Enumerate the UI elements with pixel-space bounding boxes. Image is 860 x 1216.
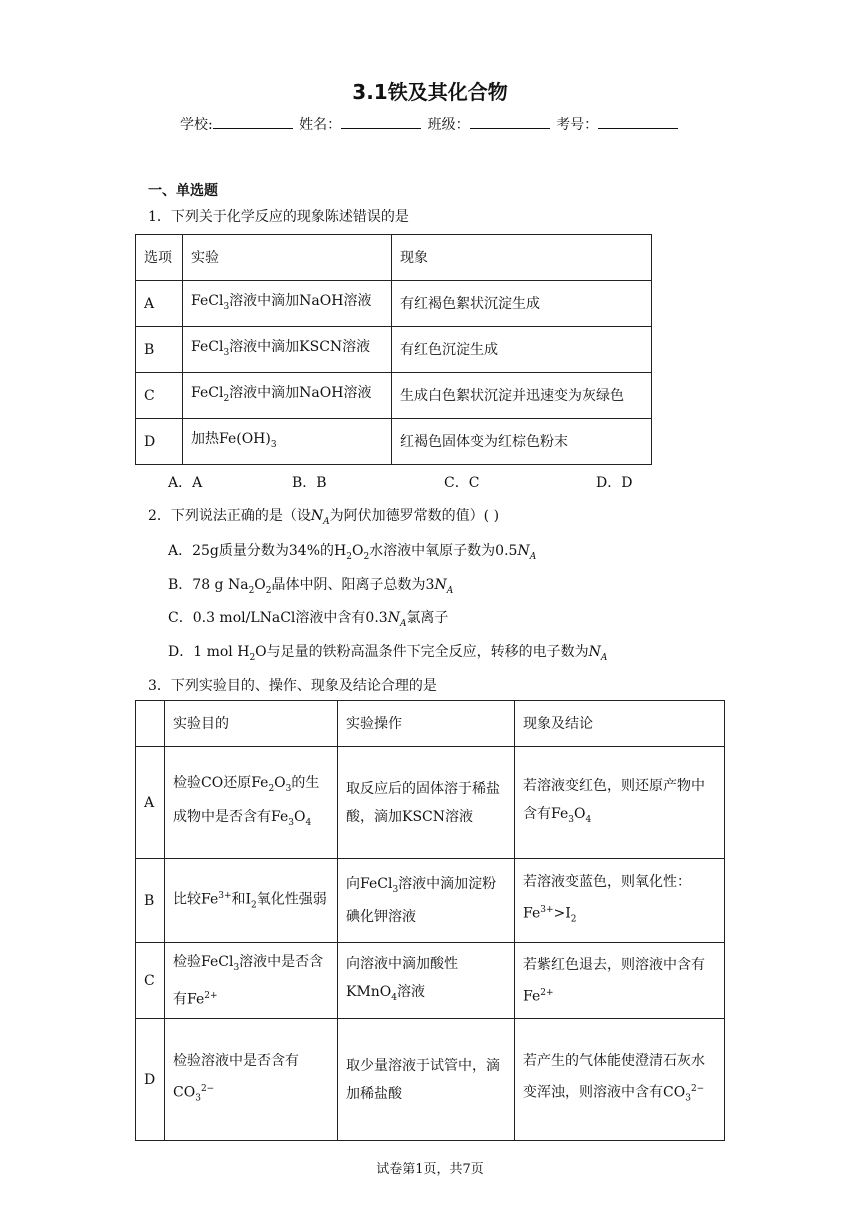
question-3-table	[135, 700, 725, 1141]
school-label: 学校:	[180, 117, 213, 133]
q2-option-b[interactable]: B．78 g $Na_2O_2$晶体中阴、阳离子总数为$3N_A$	[168, 577, 454, 596]
exam-number-label: 考号：	[556, 117, 599, 133]
result-cell: 若溶液变蓝色，则氧化性：$Fe^{3+}>I_2$	[515, 859, 725, 943]
operation-cell: 取少量溶液于试管中，滴加稀盐酸	[338, 1019, 515, 1141]
question-3-stem: 3．下列实验目的、操作、现象及结论合理的是	[148, 678, 437, 694]
name-label: 姓名：	[299, 117, 342, 133]
document-title: 3.1铁及其化合物	[352, 80, 508, 104]
table-row	[136, 747, 725, 859]
question-1-stem: 1．下列关于化学反应的现象陈述错误的是	[148, 209, 409, 225]
table-header-cell: 选项	[136, 235, 183, 281]
experiment-cell: 加热$Fe(OH)_3$	[183, 419, 392, 465]
question-1-table	[135, 234, 652, 465]
table-row	[136, 281, 652, 327]
table-header-cell: 实验	[183, 235, 392, 281]
experiment-cell: FeCl$_2$溶液中滴加NaOH溶液	[183, 373, 392, 419]
experiment-cell: FeCl$_3$溶液中滴加KSCN溶液	[183, 327, 392, 373]
result-cell: 若溶液变红色，则还原产物中含有$Fe_3O_4$	[515, 747, 725, 859]
table-row	[136, 1019, 725, 1141]
section-title: 一、单选题	[148, 183, 218, 199]
school-blank	[213, 114, 293, 129]
q2-option-c[interactable]: C．0.3 mol/LNaCl溶液中含有$0.3N_A$氯离子	[168, 610, 449, 629]
exam-number-blank	[598, 114, 678, 129]
operation-cell: 向溶液中滴加酸性KMnO$_4$溶液	[338, 943, 515, 1019]
purpose-cell: 比较$Fe^{3+}$和$I_2$氧化性强弱	[165, 859, 338, 943]
option-cell: A	[136, 281, 183, 327]
phenomenon-cell: 有红褐色絮状沉淀生成	[392, 281, 652, 327]
table-row	[136, 943, 725, 1019]
class-label: 班级：	[427, 117, 470, 133]
option-cell: B	[136, 859, 165, 943]
q2-option-a[interactable]: A．25g质量分数为34%的$H_2O_2$水溶液中氧原子数为$0.5N_A$	[168, 543, 537, 562]
phenomenon-cell: 红褐色固体变为红棕色粉末	[392, 419, 652, 465]
operation-cell: 向FeCl$_3$溶液中滴加淀粉碘化钾溶液	[338, 859, 515, 943]
table-row	[136, 859, 725, 943]
class-blank	[470, 114, 550, 129]
choice-d[interactable]: D．D	[596, 475, 633, 491]
question-2-stem: 2．下列说法正确的是（设$N_A$为阿伏加德罗常数的值）( )	[148, 508, 500, 527]
choice-b[interactable]: B．B	[292, 475, 327, 491]
table-row	[136, 373, 652, 419]
table-row	[136, 327, 652, 373]
table-row	[136, 235, 652, 281]
table-header-cell: 实验操作	[338, 701, 515, 747]
option-cell: B	[136, 327, 183, 373]
student-info-line	[180, 114, 680, 134]
table-row	[136, 701, 725, 747]
table-row	[136, 419, 652, 465]
q2-option-d[interactable]: D．1 mol $H_2O$与足量的铁粉高温条件下完全反应，转移的电子数为$N_A$	[168, 644, 608, 663]
table-header-cell: 现象及结论	[515, 701, 725, 747]
table-header-cell	[136, 701, 165, 747]
option-cell: D	[136, 1019, 165, 1141]
result-cell: 若紫红色退去，则溶液中含有$Fe^{2+}$	[515, 943, 725, 1019]
experiment-cell: FeCl$_3$溶液中滴加NaOH溶液	[183, 281, 392, 327]
phenomenon-cell: 生成白色絮状沉淀并迅速变为灰绿色	[392, 373, 652, 419]
option-cell: A	[136, 747, 165, 859]
result-cell: 若产生的气体能使澄清石灰水变浑浊，则溶液中含有$CO_3^{2-}$	[515, 1019, 725, 1141]
purpose-cell: 检验溶液中是否含有$CO_3^{2-}$	[165, 1019, 338, 1141]
purpose-cell: 检验CO还原$Fe_2O_3$的生成物中是否含有$Fe_3O_4$	[165, 747, 338, 859]
choice-a[interactable]: A．A	[168, 475, 203, 491]
option-cell: C	[136, 373, 183, 419]
operation-cell: 取反应后的固体溶于稀盐酸，滴加KSCN溶液	[338, 747, 515, 859]
purpose-cell: 检验FeCl$_3$溶液中是否含有$Fe^{2+}$	[165, 943, 338, 1019]
option-cell: D	[136, 419, 183, 465]
phenomenon-cell: 有红色沉淀生成	[392, 327, 652, 373]
option-cell: C	[136, 943, 165, 1019]
choice-c[interactable]: C．C	[444, 475, 480, 491]
table-header-cell: 实验目的	[165, 701, 338, 747]
table-header-cell: 现象	[392, 235, 652, 281]
name-blank	[341, 114, 421, 129]
page-footer: 试卷第1页，共7页	[376, 1162, 484, 1177]
